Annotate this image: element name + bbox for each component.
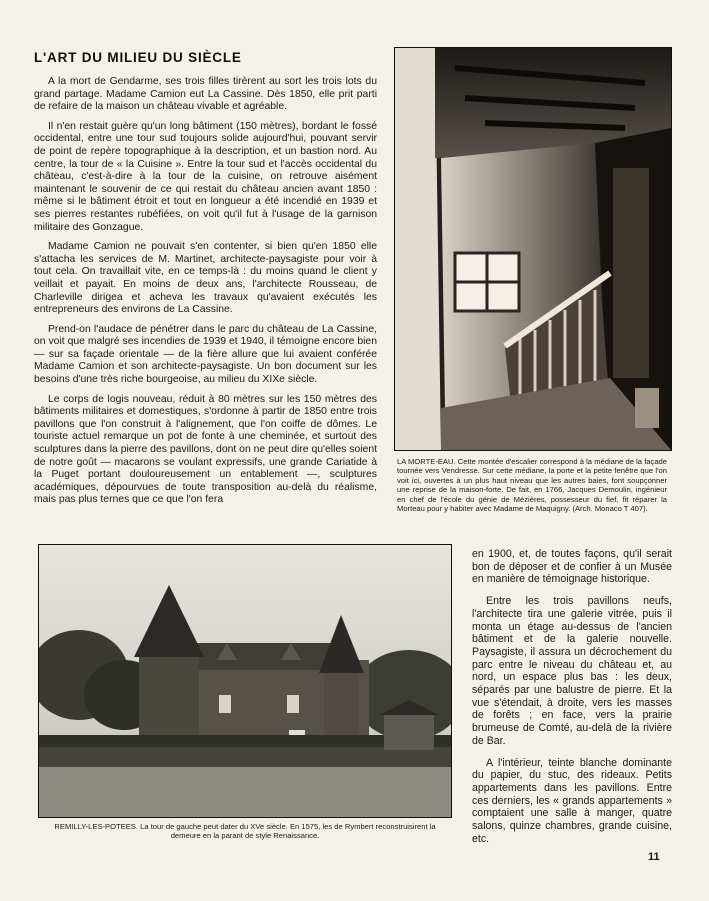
paragraph: Le corps de logis nouveau, réduit à 80 mètres sur les 150 mètres des bâtiments militaires et domestiques, s'ordonne à partir de 1850 entre trois pavillons que l'on construit à l'alignement, que l'on coiffe de dômes. Le touriste actuel remarque un pot de fonte à une cheminée, et surtout des sculptures dans la pierre des pavillons, dont on ne peut dire qu'elles soient de notre goût — macarons se voulant expressifs, une grande Cariatide à la Puget portant douloureusement un entablement —, sculptures académiques, dépourvues de toute transposition au-delà du réalisme, mais pas plus ternes que ce que l'on fera [34, 393, 377, 506]
paragraph: Entre les trois pavillons neufs, l'architecte tira une galerie vitrée, puis il monta un étage au-dessus de l'ancien bâtiment et de la galerie nouvelle. Paysagiste, il assura un décrochement du parc entre le niveau du château et, au nord, un espace plus bas : les deux, séparés par une balustre de pierre. Et la vue s'étendait, à droite, vers les masses de forêts ; en face, vers la prairie brumeuse de Comté, au-delà de la rivière de Bar. [472, 595, 672, 747]
paragraph: Prend-on l'audace de pénétrer dans le parc du château de La Cassine, on voit que malgré ses incendies de 1939 et 1940, il témoigne encore bien — sur sa façade orientale — de la fière allure que lui avaient conférée Madame Camion et son architecte-paysagiste. Un bon document sur les besoins d'une très riche bourgeoise, au milieu du XIXe siècle. [34, 323, 377, 386]
left-text-column [34, 76, 377, 514]
caption-text: Cette montée d'escalier correspond à la médiane de la façade tournée vers Vendresse. Sur cette médiane, la porte et la petite fenêtre que l'on voit ici, ouvertes à un plus haut niveau que les autres baies, font soupçonner une reprise de la maison-forte. De fait, en 1766, Jacques Demoulin, ingénieur en chef de l'école du génie de Mézières, possesseur du fief, fit réparer la Morteau pour y habiter avec Madame de Maquigny. (Arch. Monaco T 407). [397, 457, 667, 514]
castle-caption [40, 822, 450, 841]
section-title: L'ART DU MILIEU DU SIÈCLE [34, 50, 242, 65]
caption-lead: LA MORTE-EAU. [397, 457, 456, 466]
paragraph: A la mort de Gendarme, ses trois filles tirèrent au sort les trois lots du grand partage. Madame Camion eut La Cassine. Dès 1850, elle prit parti de refaire de la maison un château vivable et agréable. [34, 76, 377, 113]
staircase-caption [397, 457, 667, 513]
paragraph: en 1900, et, de toutes façons, qu'il serait bon de déposer et de confier à un Musée en manière de témoignage historique. [472, 548, 672, 586]
paragraph: A l'intérieur, teinte blanche dominante du papier, du stuc, des rideaux. Petits appartements dans les pavillons. Entre ces derniers, les « grands appartements » comptaient une salle à manger, quatre salons, quinze chambres, grande cuisine, etc. [472, 756, 672, 845]
caption-lead: REMILLY-LES-POTEES. [54, 822, 138, 831]
castle-photo [38, 544, 452, 818]
caption-text: La tour de gauche peut dater du XVe siècle. En 1575, les de Rymbert reconstruisirent la demeure en la parant de style Renaissance. [140, 822, 436, 841]
paragraph: Madame Camion ne pouvait s'en contenter, si bien qu'en 1850 elle s'attacha les services de M. Martinet, architecte-paysagiste pour voir à tout cela. On travaillait vite, en ce temps-là : du moins quand le client y veillait et payait. En moins de deux ans, l'architecte Rousseau, de Charleville dirigea et acheva les travaux qu'avaient exécutés les entrepreneurs des environs de La Cassine. [34, 241, 377, 316]
right-text-column [472, 548, 672, 854]
staircase-photo [394, 47, 672, 451]
paragraph: Il n'en restait guère qu'un long bâtiment (150 mètres), bordant le fossé occidental, entre une tour sud toujours solide aujourd'hui, pouvant servir de point de repère topographique à la description, et un bastion nord. Au centre, la tour de « la Cuisine ». Entre la tour sud et l'accès occidental du château, c'est-à-dire à la tour de la cuisine, on retrouve aisément maintenant le souvenir de ce qui restait du château ancien avant 1850 : même si le bâtiment étroit et tout en longueur a été incendié en 1939 et ses pierres restantes rubéfiées, on voit qu'il fut à l'usage de la garnison militaire des Gonzague. [34, 120, 377, 233]
page-number: 11 [648, 851, 660, 863]
